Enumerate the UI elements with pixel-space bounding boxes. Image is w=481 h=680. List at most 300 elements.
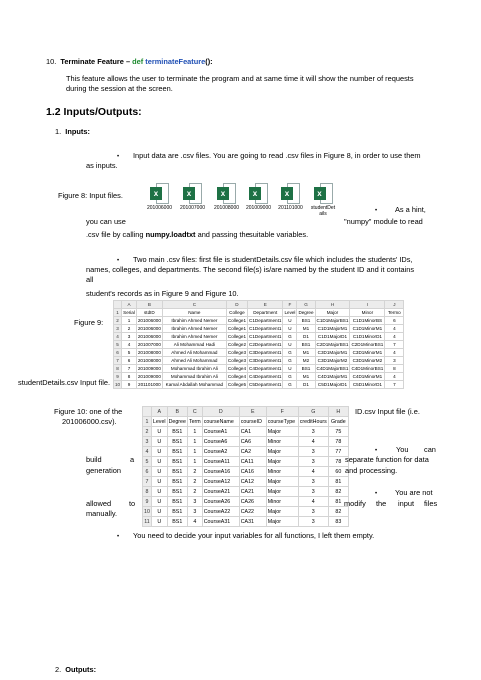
bullet-5-text: You need to decide your input variables for all functions, I left them empty. <box>133 531 375 540</box>
hint-numpy: "numpy" module to read <box>344 217 423 226</box>
table-cell: C4D1MinorM1 <box>350 373 385 381</box>
table-cell: 3 <box>187 507 202 517</box>
table-cell: 3 <box>298 427 328 437</box>
table-row <box>114 325 404 333</box>
table-cell: College <box>226 309 247 317</box>
bullet-4-manually: manually. <box>86 509 118 518</box>
table-cell: Ahmed Ali Mohammad <box>162 349 226 357</box>
table-cell: 3 <box>385 357 404 365</box>
column-letter: G <box>297 301 315 309</box>
table-cell: C3D1MajorM2 <box>315 357 350 365</box>
column-letter: F <box>283 301 297 309</box>
table-cell: CA2 <box>239 447 266 457</box>
table-cell: Major <box>266 447 298 457</box>
table-cell: U <box>151 437 167 447</box>
csv-file-icon: x 201008000 <box>213 183 240 211</box>
table-cell: College4 <box>227 366 247 371</box>
table-cell: 1 <box>122 317 137 325</box>
column-letter: J <box>385 301 404 309</box>
table-cell: C1D1MinorBS <box>350 317 385 325</box>
table-cell: Degree <box>298 310 314 315</box>
table-cell: C1Department1 <box>249 326 282 331</box>
table-row <box>114 365 404 373</box>
bullet-2-line-3: all <box>86 275 94 284</box>
table-cell: Kamal Abdallah Mohammad <box>162 381 226 389</box>
table-cell: Department <box>248 309 283 317</box>
bullet-3-separate: separate function for data <box>345 455 429 464</box>
table-cell: Minor <box>266 437 298 447</box>
table-cell: BS1 <box>167 507 187 517</box>
table-cell: C2D1MajorBS1 <box>316 342 349 347</box>
table-cell: 82 <box>328 487 348 497</box>
hint-line-2: .csv file by calling numpy.loadtxt and passing the <box>86 230 250 239</box>
table-cell: C1D1MinorM1 <box>350 325 385 333</box>
figure-8-label: Figure 8: Input files. <box>58 191 123 200</box>
table-cell: 3 <box>298 457 328 467</box>
table-cell: U <box>151 517 167 527</box>
column-letter: B <box>136 301 162 309</box>
bullet-dot: • <box>117 154 120 160</box>
table-cell: D1 <box>297 333 315 341</box>
bullet-4-modify: modify <box>344 499 366 508</box>
table-cell: College1 <box>227 318 247 323</box>
row-number: 10 <box>115 382 121 387</box>
bullet-3-build: build <box>86 455 102 464</box>
table-cell: CourseA1 <box>202 427 239 437</box>
table-cell: 4 <box>122 341 137 349</box>
figure-10-label-1: Figure 10: one of the <box>54 407 123 416</box>
table-cell: Major <box>266 477 298 487</box>
table-row <box>114 333 404 341</box>
column-letter: C <box>162 301 226 309</box>
table-cell: C2D1MinorBS1 <box>351 342 384 347</box>
table-cell: C4Department1 <box>249 374 282 379</box>
row-number: 6 <box>143 467 152 477</box>
bullet-1-line-2: as inputs. <box>86 161 118 170</box>
table-cell: Major <box>315 309 350 317</box>
inputs-heading: 1. Inputs: <box>55 127 90 136</box>
table-cell: 8 <box>385 365 404 373</box>
bullet-dot: • <box>117 534 120 540</box>
table-cell: creditHours <box>299 418 327 425</box>
table-cell: 3 <box>298 507 328 517</box>
table-cell: 2 <box>187 487 202 497</box>
table-cell: C2Department1 <box>249 342 282 347</box>
table-cell: C5Department1 <box>249 382 282 387</box>
table-cell: Term <box>188 418 201 425</box>
row-number: 11 <box>144 518 150 525</box>
table-row <box>143 457 349 467</box>
table-cell: Ali Mohammad Hadi <box>162 341 226 349</box>
table-cell: 7 <box>385 341 404 349</box>
csv-file-icon: x 201101000 <box>277 183 304 211</box>
table-cell: C3D1MajorM1 <box>315 349 350 357</box>
table-cell: Major <box>266 487 298 497</box>
table-cell: College2 <box>227 342 247 347</box>
table-cell: CourseA6 <box>202 437 239 447</box>
table-cell: C3D1MinorM1 <box>350 349 385 357</box>
table-row <box>114 381 404 389</box>
table-cell: Major <box>266 507 298 517</box>
csv-file-icon: x 201006000 <box>146 183 173 211</box>
row-number: 2 <box>114 317 122 325</box>
row-number: 3 <box>143 437 152 447</box>
table-cell: 78 <box>328 457 348 467</box>
section-10-desc-2: during the session at the screen. <box>66 84 173 93</box>
table-cell: BS1 <box>167 457 187 467</box>
table-cell: 4 <box>385 349 404 357</box>
row-number: 1 <box>114 309 122 317</box>
student-details-table <box>113 300 404 389</box>
table-row <box>143 507 349 517</box>
table-cell: CourseA22 <box>202 507 239 517</box>
table-cell: 9 <box>122 381 137 389</box>
table-cell: C1D1MajorBS1 <box>316 318 349 323</box>
table-cell: 1 <box>187 447 202 457</box>
table-cell: C4Department1 <box>249 366 282 371</box>
column-letter: H <box>328 407 348 417</box>
table-row <box>143 517 349 527</box>
table-row <box>143 467 349 477</box>
bullet-dot: • <box>117 258 120 264</box>
table-cell: College3 <box>227 350 247 355</box>
table-cell: U <box>151 457 167 467</box>
table-cell: College3 <box>227 358 247 363</box>
table-cell: BS1 <box>167 517 187 527</box>
table-cell: BS1 <box>297 365 315 373</box>
table-cell: G <box>283 373 297 381</box>
table-row <box>114 309 404 317</box>
table-cell: Serial <box>123 310 135 315</box>
column-letter: D <box>202 407 239 417</box>
table-cell: CourseA21 <box>202 487 239 497</box>
bullet-3-you: You <box>396 445 409 454</box>
table-cell: 6 <box>122 357 137 365</box>
table-row <box>114 373 404 381</box>
table-cell: College5 <box>227 382 247 387</box>
table-cell: C1D1MajorD1 <box>315 333 350 341</box>
table-cell: 201006000 <box>137 326 161 331</box>
table-cell: 4 <box>298 497 328 507</box>
table-cell: 4 <box>187 517 202 527</box>
bullet-3-can: can <box>424 445 436 454</box>
table-cell: CA6 <box>239 437 266 447</box>
table-cell: Grade <box>328 417 348 427</box>
row-number: 8 <box>143 487 152 497</box>
table-cell: 3 <box>298 477 328 487</box>
table-cell: CA31 <box>239 517 266 527</box>
outputs-heading: 2. Outputs: <box>55 665 97 674</box>
table-cell: 82 <box>328 507 348 517</box>
table-cell: 201008000 <box>137 350 161 355</box>
table-cell: U <box>283 365 297 373</box>
table-cell: 201007000 <box>137 342 161 347</box>
table-cell: 201006000 <box>137 318 161 323</box>
table-cell: U <box>151 497 167 507</box>
table-cell: 2 <box>122 325 137 333</box>
column-letter <box>114 301 122 309</box>
table-cell: C5D1MinorD1 <box>350 381 385 389</box>
table-cell: CourseA16 <box>202 467 239 477</box>
table-cell: BS1 <box>167 467 187 477</box>
table-cell: College4 <box>227 374 247 379</box>
column-letter: B <box>167 407 187 417</box>
table-cell: Major <box>266 517 298 527</box>
column-letter <box>143 407 152 417</box>
table-row <box>114 317 404 325</box>
table-cell: CA12 <box>239 477 266 487</box>
figure-10-label-2: 201006000.csv). <box>62 417 117 426</box>
table-cell: 3 <box>122 333 137 341</box>
table-cell: Level <box>284 310 296 315</box>
csv-file-icon: x 201007000 <box>179 183 206 211</box>
table-cell: BS1 <box>167 447 187 457</box>
table-cell: U <box>151 447 167 457</box>
table-cell: C5D1MajorD1 <box>315 381 350 389</box>
table-cell: 3 <box>298 517 328 527</box>
table-cell: 1 <box>187 437 202 447</box>
table-row <box>143 477 349 487</box>
column-letter: F <box>266 407 298 417</box>
table-cell: CourseA12 <box>202 477 239 487</box>
column-letter: E <box>248 301 283 309</box>
table-cell: Mohammad Ibrahim Ali <box>162 365 226 373</box>
bullet-2-line-2: names, colleges, and departments. The second file(s) is/are named by the student ID and it contains <box>86 265 415 274</box>
bullet-4-to: to <box>129 499 136 508</box>
table-cell: Minor <box>350 309 385 317</box>
table-row <box>143 427 349 437</box>
table-cell: 3 <box>298 447 328 457</box>
table-cell: D1 <box>297 381 315 389</box>
bullet-dot: • <box>375 448 378 454</box>
table-cell: CourseA11 <box>202 457 239 467</box>
table-cell: CourseA31 <box>202 517 239 527</box>
figure-9-spreadsheet <box>113 300 404 389</box>
table-cell: C1Department1 <box>249 334 282 339</box>
table-cell: 5 <box>122 349 137 357</box>
table-cell: CA11 <box>239 457 266 467</box>
table-cell: U <box>151 427 167 437</box>
table-cell: U <box>283 325 297 333</box>
table-cell: 81 <box>328 497 348 507</box>
table-row <box>143 487 349 497</box>
hint-you-can-use: you can use <box>86 217 126 226</box>
table-cell: 4 <box>385 333 404 341</box>
figure-9-caption: studentDetails.csv Input file. <box>18 378 111 387</box>
table-cell: 2 <box>187 467 202 477</box>
table-cell: M1 <box>297 349 315 357</box>
table-cell: 201009000 <box>137 374 161 379</box>
row-number: 8 <box>114 365 122 373</box>
table-cell: courseID <box>239 417 266 427</box>
column-letter: A <box>151 407 167 417</box>
table-cell: G <box>283 357 297 365</box>
table-cell: 77 <box>328 447 348 457</box>
hint-part-a: As a hint, <box>395 205 426 214</box>
column-letter: E <box>239 407 266 417</box>
bullet-1-line-1: Input data are .csv files. You are going to read .csv files in Figure 8, in order to use them <box>133 151 421 160</box>
table-cell: Ibrahim Ahmed Nemer <box>162 317 226 325</box>
row-number: 7 <box>114 357 122 365</box>
table-cell: U <box>283 317 297 325</box>
row-number: 1 <box>143 417 152 427</box>
table-cell: C3Department1 <box>249 350 282 355</box>
row-number: 5 <box>114 341 122 349</box>
bullet-3-a: a <box>130 455 135 464</box>
table-cell: BS1 <box>297 341 315 349</box>
table-cell: 4 <box>298 467 328 477</box>
table-cell: CA22 <box>239 507 266 517</box>
table-row <box>143 437 349 447</box>
student-record-table <box>142 406 349 527</box>
table-cell: College1 <box>227 326 247 331</box>
table-cell: Level <box>152 418 166 425</box>
column-letter: A <box>122 301 137 309</box>
table-cell: C3Department1 <box>249 358 282 363</box>
row-number: 5 <box>143 457 152 467</box>
table-cell: 7 <box>122 365 137 373</box>
column-letter: C <box>187 407 202 417</box>
column-letter: D <box>226 301 247 309</box>
table-cell: C4D1MajorM1 <box>315 373 350 381</box>
table-cell: 78 <box>328 437 348 447</box>
table-row <box>114 357 404 365</box>
table-cell: CA16 <box>239 467 266 477</box>
row-number: 2 <box>143 427 152 437</box>
table-cell: 81 <box>328 477 348 487</box>
table-cell: stdID <box>136 309 162 317</box>
table-cell: 2 <box>187 477 202 487</box>
table-cell: C4D1MajorBS1 <box>316 366 349 371</box>
row-number: 9 <box>143 497 152 507</box>
table-cell: 60 <box>328 467 348 477</box>
table-cell: courseType <box>266 417 298 427</box>
table-cell: Minor <box>266 467 298 477</box>
row-number: 10 <box>144 508 150 515</box>
bullet-4-the: the <box>376 499 387 508</box>
table-cell: College1 <box>227 334 247 339</box>
csv-file-icon: x studentDet ails <box>309 183 337 217</box>
table-cell: C1D1MinorD1 <box>350 333 385 341</box>
table-cell: CA21 <box>239 487 266 497</box>
table-row <box>143 497 349 507</box>
table-cell: C1D1MajorM1 <box>315 325 350 333</box>
table-cell: 1 <box>187 457 202 467</box>
bullet-4-input: input <box>398 499 415 508</box>
section-10-desc-1: This feature allows the user to terminate the program and at same time it will show the number of requests <box>66 74 414 83</box>
column-header-row <box>114 301 404 309</box>
table-cell: G <box>283 333 297 341</box>
table-cell: BS1 <box>167 477 187 487</box>
table-cell: 4 <box>385 325 404 333</box>
table-cell: C3D1MinorM2 <box>350 357 385 365</box>
row-number: 4 <box>114 333 122 341</box>
table-cell: BS1 <box>167 487 187 497</box>
table-cell: 1 <box>187 427 202 437</box>
table-cell: 4 <box>298 437 328 447</box>
figure-10-right-text: ID.csv Input file (i.e. <box>355 407 420 416</box>
table-cell: 201009000 <box>137 366 161 371</box>
bullet-4-files: files <box>424 499 438 508</box>
table-cell: courseName <box>202 417 239 427</box>
table-cell: CourseA26 <box>202 497 239 507</box>
table-cell: 201006000 <box>137 334 161 339</box>
table-cell: M1 <box>297 373 315 381</box>
bullet-4-are-not: You are not <box>395 488 433 497</box>
table-cell: Major <box>266 457 298 467</box>
table-cell: 75 <box>328 427 348 437</box>
row-number: 4 <box>143 447 152 457</box>
bullet-dot: • <box>375 491 378 497</box>
bullet-2-line-1: Two main .csv files: first file is studentDetails.csv file which includes the students' IDs, <box>133 255 413 264</box>
table-cell: BS1 <box>297 317 315 325</box>
table-cell: G <box>283 381 297 389</box>
table-row <box>114 349 404 357</box>
table-cell: M2 <box>297 357 315 365</box>
column-letter: I <box>350 301 385 309</box>
table-cell: U <box>151 487 167 497</box>
csv-file-icon: x 201009000 <box>245 183 272 211</box>
row-number: 3 <box>114 325 122 333</box>
table-cell: 8 <box>122 373 137 381</box>
row-number: 7 <box>143 477 152 487</box>
table-cell: 7 <box>385 381 404 389</box>
table-cell: 3 <box>187 497 202 507</box>
column-header-row <box>143 407 349 417</box>
table-cell: BS1 <box>167 427 187 437</box>
bullet-2-line-4: student's records as in Figure 9 and Figure 10. <box>86 289 239 298</box>
table-cell: 6 <box>385 317 404 325</box>
section-1-2-heading: 1.2 Inputs/Outputs: <box>46 106 142 118</box>
table-cell: 83 <box>328 517 348 527</box>
table-row <box>143 417 349 427</box>
table-cell: CA26 <box>239 497 266 507</box>
table-cell: U <box>151 467 167 477</box>
hint-line-2-end: suitable variables. <box>249 230 309 239</box>
table-cell: CourseA2 <box>202 447 239 457</box>
table-cell: Ibrahim Ahmed Nemer <box>162 333 226 341</box>
column-letter: G <box>298 407 328 417</box>
bullet-3-generation: generation <box>86 466 121 475</box>
table-cell: Ahmed Ali Mohammad <box>162 357 226 365</box>
table-cell: 4 <box>385 373 404 381</box>
table-cell: U <box>151 477 167 487</box>
table-cell: CA1 <box>239 427 266 437</box>
table-cell: Ibrahim Ahmed Nemer <box>162 325 226 333</box>
table-cell: Major <box>266 427 298 437</box>
table-cell: C1Department1 <box>249 318 282 323</box>
section-10-heading: 10. Terminate Feature – def terminateFeature(): <box>46 57 213 66</box>
table-cell: Degree <box>168 418 186 425</box>
table-cell: 201101000 <box>138 382 161 387</box>
figure-10-spreadsheet <box>142 406 349 527</box>
bullet-dot: • <box>375 208 378 214</box>
bullet-3-processing: and processing. <box>345 466 398 475</box>
column-letter: H <box>315 301 350 309</box>
bullet-4-allowed: allowed <box>86 499 112 508</box>
table-cell: M1 <box>297 325 315 333</box>
row-number: 9 <box>114 373 122 381</box>
table-row <box>143 447 349 457</box>
table-cell: U <box>151 507 167 517</box>
table-cell: Name <box>162 309 226 317</box>
table-cell: 3 <box>298 487 328 497</box>
table-cell: G <box>283 349 297 357</box>
table-cell: C4D1MinorBS1 <box>351 366 384 371</box>
table-cell: BS1 <box>167 437 187 447</box>
row-number: 6 <box>114 349 122 357</box>
table-cell: Minor <box>266 497 298 507</box>
